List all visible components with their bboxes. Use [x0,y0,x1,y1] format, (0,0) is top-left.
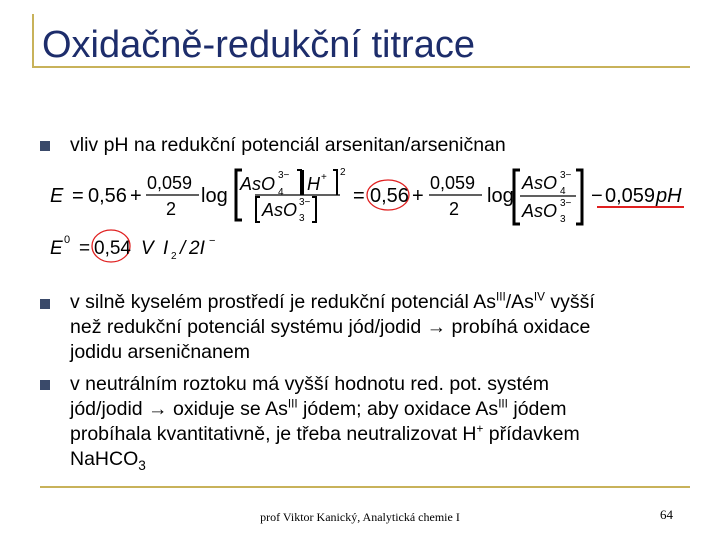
bullet-marker [40,299,50,309]
eq2-value: 0,54 [94,238,131,259]
eq-ph-coef: 0,059 [605,185,656,207]
eq-hplus: + [321,172,327,183]
eq-E: E [50,185,64,207]
eq2-zero: 0 [64,234,71,246]
eq-denominator-2: 2 [449,199,460,219]
bullet-3-line-4: NaHCO$_3$ [70,448,146,473]
bullet-2-line-3: jodidu arseničnanem [70,341,250,363]
eq-log-2: log [487,185,514,207]
eq-aso3-sup: 3− [299,197,311,208]
footer-rule [40,486,690,488]
eq2-equals: = [79,238,91,259]
eq-aso3-2-sub: 3 [560,214,566,225]
eq-numerator-2: 0,059 [430,173,476,193]
eq-aso4-2: AsO [522,173,558,193]
slide-title: Oxidačně-redukční titrace [42,24,475,66]
eq-aso3-sub: 3 [299,213,305,224]
bullet-text-2 [70,290,710,365]
eq-plus: + [130,185,142,207]
eq2-slash: / [180,238,186,259]
eq-const-1: 0,56 [88,185,127,207]
bullet-text-3 [70,372,710,472]
eq2-2i: 2I [189,238,205,259]
eq2-unit: V [141,238,154,259]
eq-mid-equals: = [353,185,365,207]
eq2-i2-sub: 2 [171,251,177,262]
eq-aso3-2-sup: 3− [560,198,572,209]
eq-ph: pH [656,185,682,207]
eq-aso4-sup: 3− [278,170,290,181]
bullet-3-line-1: v neutrálním roztoku má vyšší hodnotu red. pot. systém [70,373,550,395]
eq2-i2: I [163,238,169,259]
bullet-3-line-2: jód/jodid → oxiduje se $As^{III}$ jódem; aby oxidace $As^{III}$ jódem [70,397,567,420]
bullet-2-line-2: než redukční potenciál systému jód/jodid → probíhá oxidace [70,316,591,338]
eq-equals: = [72,185,84,207]
eq-aso4-2-sub: 4 [560,186,566,197]
eq-h-exp: 2 [340,167,346,178]
page-number: 64 [660,507,673,522]
eq-aso4: AsO [240,174,276,194]
bullet-marker [40,380,50,390]
eq-aso4-2-sup: 3− [560,170,572,181]
eq2-E: E [50,238,63,259]
eq-denominator: 2 [166,199,177,219]
eq-plus-2: + [412,185,424,207]
footer-text: prof Viktor Kanický, Analytická chemie I [260,510,460,524]
eq2-minus-sup: − [209,235,216,247]
bullet-3-line-3: probíhala kvantitativně, je třeba neutralizovat H+ přídavkem [70,422,580,445]
eq-numerator: 0,059 [147,173,193,193]
eq-aso3: AsO [262,200,298,220]
eq-log: log [201,185,228,207]
bullet-text-1: vliv pH na redukční potenciál arsenitan/arseničnan [70,134,506,156]
eq-const-2: 0,56 [370,185,409,207]
eq-minus: − [591,185,603,207]
eq-aso3-2: AsO [522,201,558,221]
bullet-2-line-1: v silně kyselém prostředí je redukční potenciál $As^{III}/As^{IV}$ vyšší [70,290,595,313]
eq-h: H [307,174,320,194]
eq-aso4-sub: 4 [278,187,284,198]
